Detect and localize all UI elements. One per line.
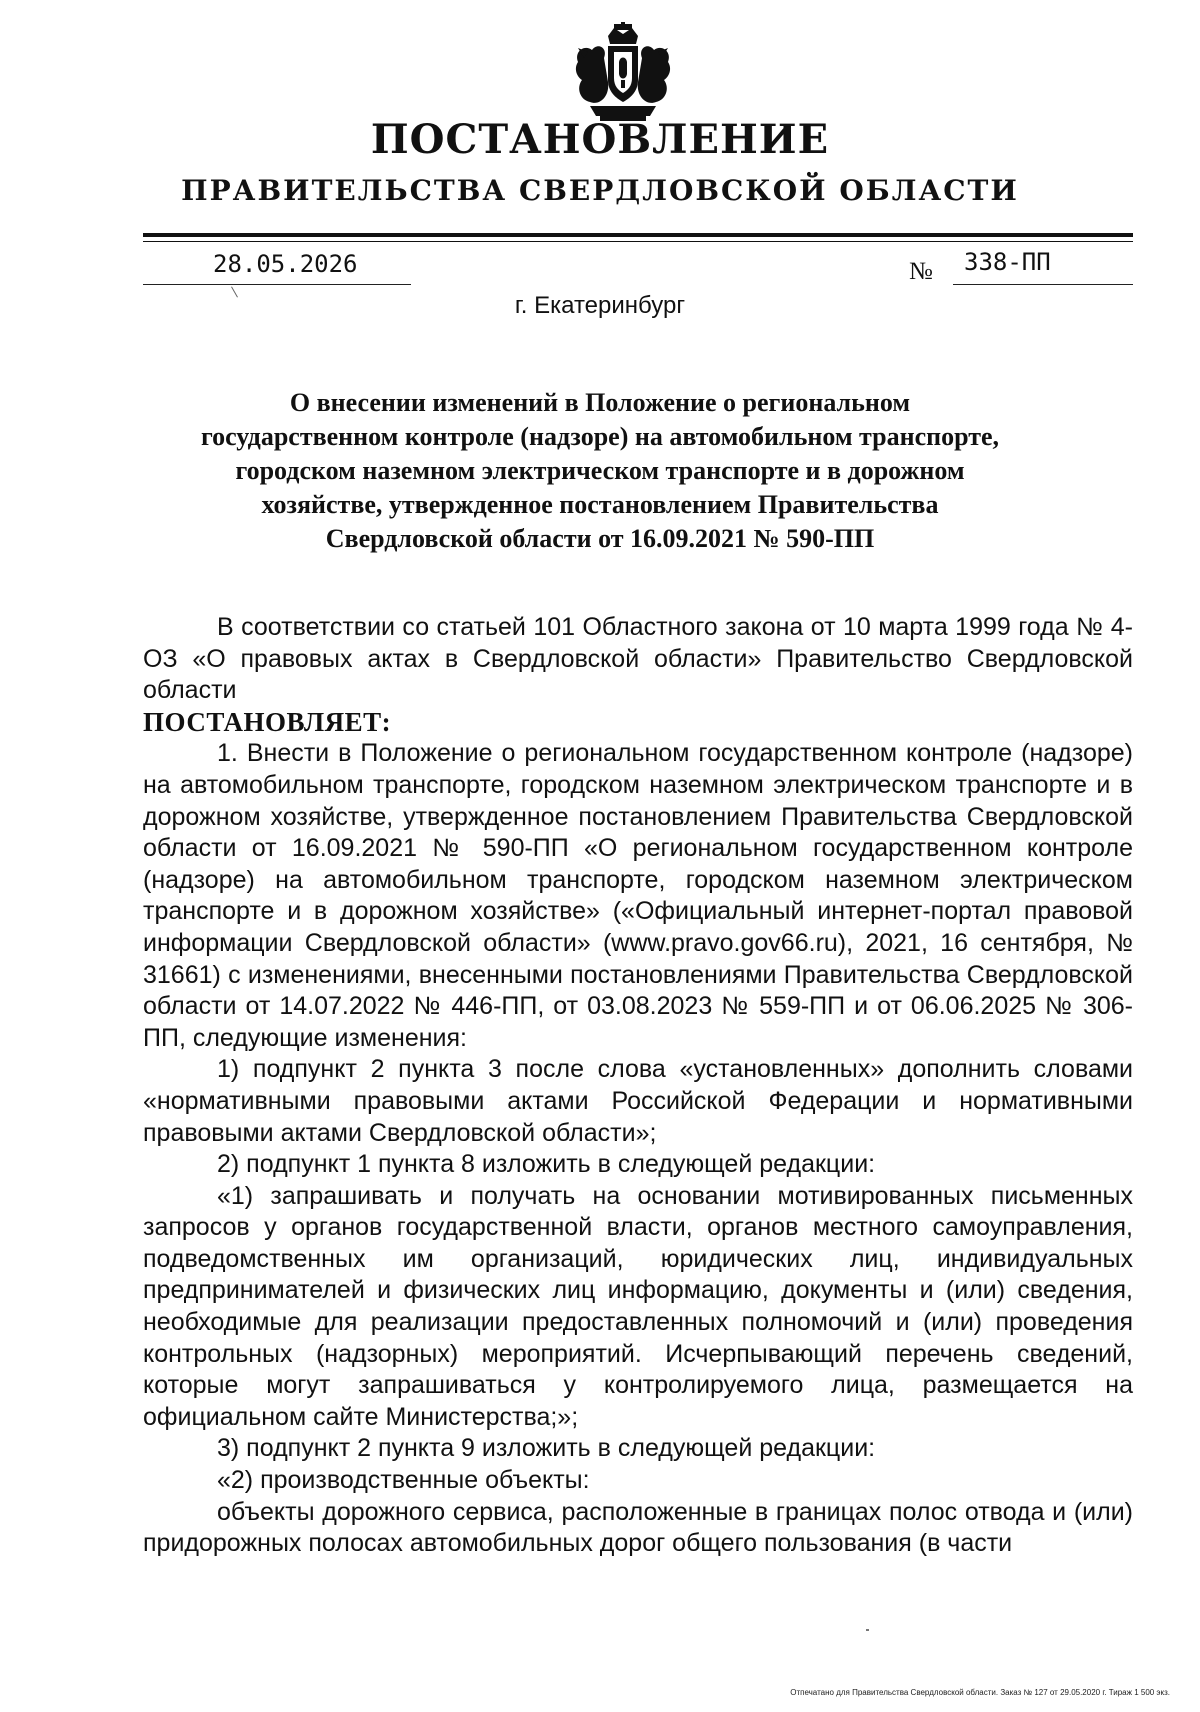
document-title bbox=[200, 386, 1000, 556]
title-line: хозяйстве, утвержденное постановлением Правительства bbox=[261, 490, 939, 519]
document-type-heading: ПОСТАНОВЛЕНИЕ bbox=[370, 116, 830, 163]
number-underline bbox=[953, 284, 1133, 285]
issue-city: г. Екатеринбург bbox=[514, 292, 686, 319]
title-line: О внесении изменений в Положение о региональном bbox=[289, 388, 911, 417]
title-line: Свердловской области от 16.09.2021 № 590-ПП bbox=[325, 524, 875, 553]
header-rule-thin bbox=[143, 241, 1133, 242]
preamble-paragraph: В соответствии со статьей 101 Областного закона от 10 марта 1999 года № 4-ОЗ «О правовых актах в Свердловской области» Правительство Свердловской области bbox=[143, 613, 1133, 705]
subitem-3-text-paragraph: объекты дорожного сервиса, расположенные в границах полос отвода и (или) придорожных полосах автомобильных дорог общего пользования (в части bbox=[143, 1497, 1133, 1558]
subitem-3-quote-paragraph: «2) производственные объекты: bbox=[217, 1466, 590, 1495]
document-date: 28.05.2026 bbox=[213, 250, 358, 278]
number-sign: № bbox=[909, 258, 933, 285]
subitem-2-paragraph: 2) подпункт 1 пункта 8 изложить в следующей редакции: bbox=[217, 1150, 876, 1179]
document-number: 338-ПП bbox=[964, 248, 1051, 276]
scan-speck bbox=[866, 1629, 869, 1631]
subitem-3-paragraph: 3) подпункт 2 пункта 9 изложить в следующей редакции: bbox=[217, 1434, 876, 1463]
document-body bbox=[143, 612, 1133, 1560]
subitem-1-paragraph: 1) подпункт 2 пункта 3 после слова «установленных» дополнить словами «нормативными правовыми актами Российской Федерации и нормативными правовыми актами Свердловской области»; bbox=[143, 1055, 1133, 1147]
header-rule-thick bbox=[143, 233, 1133, 237]
coat-of-arms-icon bbox=[570, 22, 676, 122]
resolve-word: ПОСТАНОВЛЯЕТ: bbox=[143, 706, 392, 737]
date-underline bbox=[143, 284, 411, 285]
print-imprint: Отпечатано для Правительства Свердловской области. Заказ № 127 от 29.05.2020 г. Тираж 1 500 экз. bbox=[790, 1688, 1170, 1697]
item-1-paragraph: 1. Внести в Положение о региональном государственном контроле (надзоре) на автомобильном транспорте, городском наземном электрическом транспорте и в дорожном хозяйстве, утвержденное постановлением Правительства Свердловской области от 16.09.2021 № 590-ПП «О региональном государственном контроле (надзоре) на автомобильном транспорте, городском наземном электрическом транспорте и в дорожном хозяйстве» («Официальный интернет-портал правовой информации Свердловской области» (www.pravo.gov66.ru), 2021, 16 сентября, № 31661) с изменениями, внесенными постановлениями Правительства Свердловской области от 14.07.2022 № 446-ПП, от 03.08.2023 № 559-ПП и от 06.06.2025 № 306-ПП, следующие изменения: bbox=[143, 739, 1133, 1052]
title-line: городском наземном электрическом транспорте и в дорожном bbox=[235, 456, 965, 485]
subitem-2-text-paragraph: «1) запрашивать и получать на основании мотивированных письменных запросов у органов государственной власти, органов местного самоуправления, подведомственных им организаций, юридических лиц, индивидуальных предпринимателей и физических лиц информацию, документы и (или) сведения, необходимые для реализации предоставленных полномочий и (или) проведения контрольных (надзорных) мероприятий. Исчерпывающий перечень сведений, которые могут запрашиваться у контролируемого лица, размещается на официальном сайте Министерства;»; bbox=[143, 1181, 1133, 1431]
issuer-heading: ПРАВИТЕЛЬСТВА СВЕРДЛОВСКОЙ ОБЛАСТИ bbox=[181, 174, 1019, 207]
title-line: государственном контроле (надзоре) на автомобильном транспорте, bbox=[200, 422, 1000, 451]
